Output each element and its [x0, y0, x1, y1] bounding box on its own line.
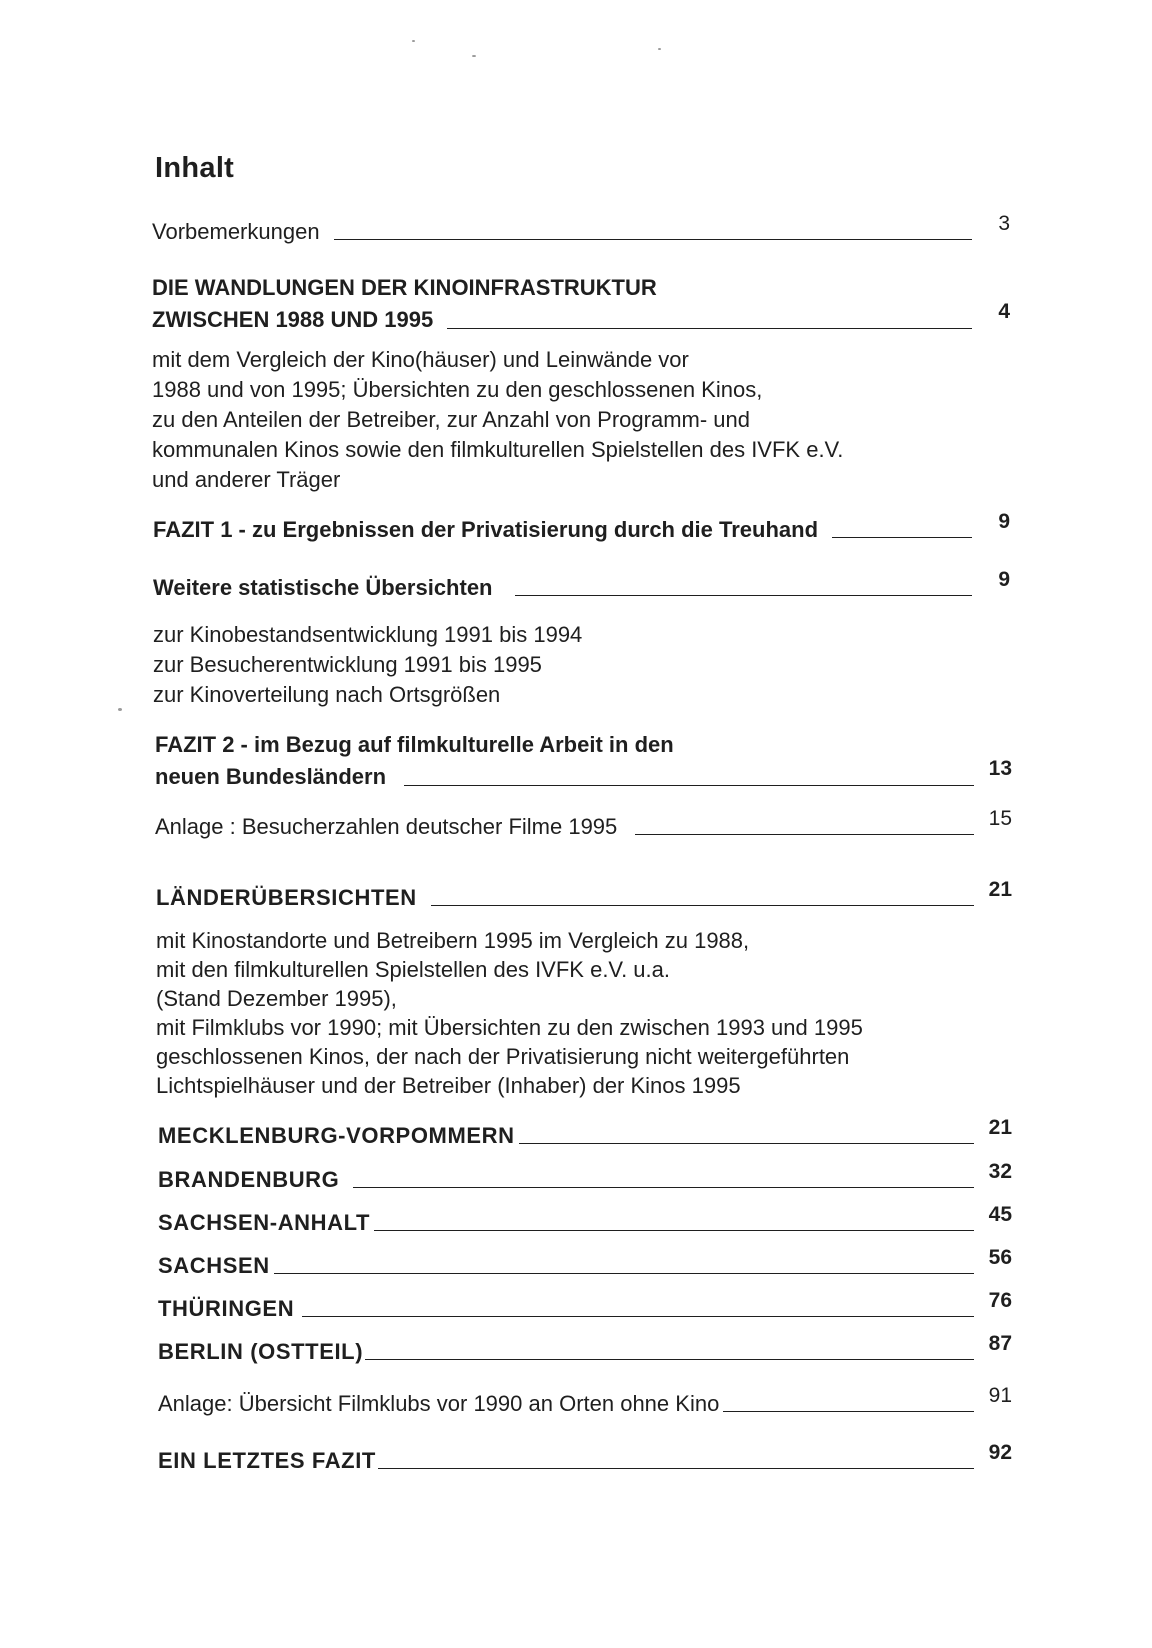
toc-entry-fazit2[interactable]	[155, 729, 1012, 793]
leader-line	[353, 1186, 974, 1188]
toc-entry-label: DIE WANDLUNGEN DER KINOINFRASTRUKTUR	[152, 275, 657, 300]
toc-entry-statistik[interactable]	[153, 568, 1010, 603]
laender-description	[156, 926, 863, 1100]
leader-line	[374, 1229, 974, 1231]
toc-page-number: 56	[988, 1246, 1012, 1269]
toc-entry-label: neuen Bundesländern	[155, 764, 387, 789]
toc-entry-sachsen[interactable]	[158, 1246, 1012, 1281]
description-line: zu den Anteilen der Betreiber, zur Anzahl von Programm- und	[152, 407, 751, 432]
description-line: mit den filmkulturellen Spielstellen des IVFK e.V. u.a.	[156, 957, 671, 982]
toc-entry-berlin-ostteil[interactable]	[158, 1332, 1012, 1367]
toc-page-number: 13	[988, 757, 1012, 780]
description-line: kommunalen Kinos sowie den filmkulturellen Spielstellen des IVFK e.V.	[152, 437, 844, 462]
toc-page-number: 21	[988, 878, 1012, 901]
scan-speck	[658, 48, 661, 50]
toc-page-number: 92	[988, 1441, 1012, 1464]
leader-line	[447, 327, 972, 329]
description-line: zur Besucherentwicklung 1991 bis 1995	[153, 652, 542, 677]
toc-entry-label: THÜRINGEN	[158, 1296, 295, 1321]
leader-line	[635, 833, 974, 835]
toc-page-number: 9	[998, 510, 1010, 533]
leader-line	[404, 784, 974, 786]
toc-entry-thueringen[interactable]	[158, 1289, 1012, 1324]
scan-speck	[472, 55, 476, 57]
toc-page-number: 32	[988, 1160, 1012, 1183]
description-line: 1988 und von 1995; Übersichten zu den geschlossenen Kinos,	[152, 377, 763, 402]
toc-entry-fazit1[interactable]	[153, 510, 1010, 545]
toc-entry-label: FAZIT 2 - im Bezug auf filmkulturelle Arbeit in den	[155, 732, 674, 757]
toc-page-number: 87	[988, 1332, 1012, 1355]
toc-page-number: 9	[998, 568, 1010, 591]
description-line: (Stand Dezember 1995),	[156, 986, 397, 1011]
toc-entry-label: SACHSEN	[158, 1253, 270, 1278]
toc-entry-anlage-filmklubs[interactable]	[158, 1384, 1012, 1419]
toc-page-number: 45	[988, 1203, 1012, 1226]
leader-line	[515, 594, 973, 596]
toc-page-number: 21	[988, 1116, 1012, 1139]
description-line: und anderer Träger	[152, 467, 341, 492]
toc-entry-label: BERLIN (OSTTEIL)	[158, 1339, 364, 1364]
leader-line	[365, 1358, 974, 1360]
toc-entry-wandlungen[interactable]	[152, 272, 1010, 336]
toc-page-number: 91	[988, 1384, 1012, 1407]
leader-line	[334, 238, 972, 240]
leader-line	[431, 904, 974, 906]
description-line: mit Filmklubs vor 1990; mit Übersichten zu den zwischen 1993 und 1995	[156, 1015, 863, 1040]
toc-entry-sachsen-anhalt[interactable]	[158, 1203, 1012, 1238]
toc-entry-label: FAZIT 1 - zu Ergebnissen der Privatisierung durch die Treuhand	[153, 517, 819, 542]
toc-entry-label: Anlage: Übersicht Filmklubs vor 1990 an Orten ohne Kino	[158, 1391, 720, 1416]
scan-speck	[412, 40, 415, 42]
toc-entry-mecklenburg-vorpommern[interactable]	[158, 1116, 1012, 1151]
toc-entry-label: SACHSEN-ANHALT	[158, 1210, 371, 1235]
description-line: zur Kinobestandsentwicklung 1991 bis 1994	[153, 622, 583, 647]
toc-entry-brandenburg[interactable]	[158, 1160, 1012, 1195]
scan-speck	[118, 708, 122, 711]
toc-page-number: 15	[988, 807, 1012, 830]
toc-entry-label: EIN LETZTES FAZIT	[158, 1448, 376, 1473]
leader-line	[274, 1272, 974, 1274]
toc-entry-label: Anlage : Besucherzahlen deutscher Filme 1995	[155, 814, 618, 839]
description-line: mit dem Vergleich der Kino(häuser) und Leinwände vor	[152, 347, 689, 372]
page-title: Inhalt	[155, 152, 235, 184]
toc-entry-laender[interactable]	[156, 878, 1012, 913]
toc-entry-label: Vorbemerkungen	[152, 219, 320, 244]
description-line: Lichtspielhäuser und der Betreiber (Inhaber) der Kinos 1995	[156, 1073, 741, 1098]
description-line: geschlossenen Kinos, der nach der Privatisierung nicht weitergeführten	[156, 1044, 850, 1069]
toc-entry-label: ZWISCHEN 1988 UND 1995	[152, 307, 434, 332]
leader-line	[723, 1410, 974, 1412]
wandlungen-description	[152, 345, 843, 495]
leader-line	[519, 1142, 974, 1144]
description-line: zur Kinoverteilung nach Ortsgrößen	[153, 682, 501, 707]
toc-entry-label: BRANDENBURG	[158, 1167, 340, 1192]
toc-entry-label: LÄNDERÜBERSICHTEN	[156, 885, 417, 910]
leader-line	[302, 1315, 974, 1317]
toc-entry-label: Weitere statistische Übersichten	[153, 575, 493, 600]
toc-entry-vorbemerkungen[interactable]	[152, 212, 1010, 247]
leader-line	[378, 1467, 974, 1469]
toc-page-number: 3	[998, 212, 1010, 235]
toc-entry-label: MECKLENBURG-VORPOMMERN	[158, 1123, 515, 1148]
toc-page-number: 76	[988, 1289, 1012, 1312]
toc-entry-anlage-besucherzahlen[interactable]	[155, 807, 1012, 842]
toc-entry-letztes-fazit[interactable]	[158, 1441, 1012, 1476]
statistik-description	[153, 620, 582, 710]
toc-page-number: 4	[998, 300, 1010, 323]
description-line: mit Kinostandorte und Betreibern 1995 im Vergleich zu 1988,	[156, 928, 750, 953]
leader-line	[832, 536, 972, 538]
